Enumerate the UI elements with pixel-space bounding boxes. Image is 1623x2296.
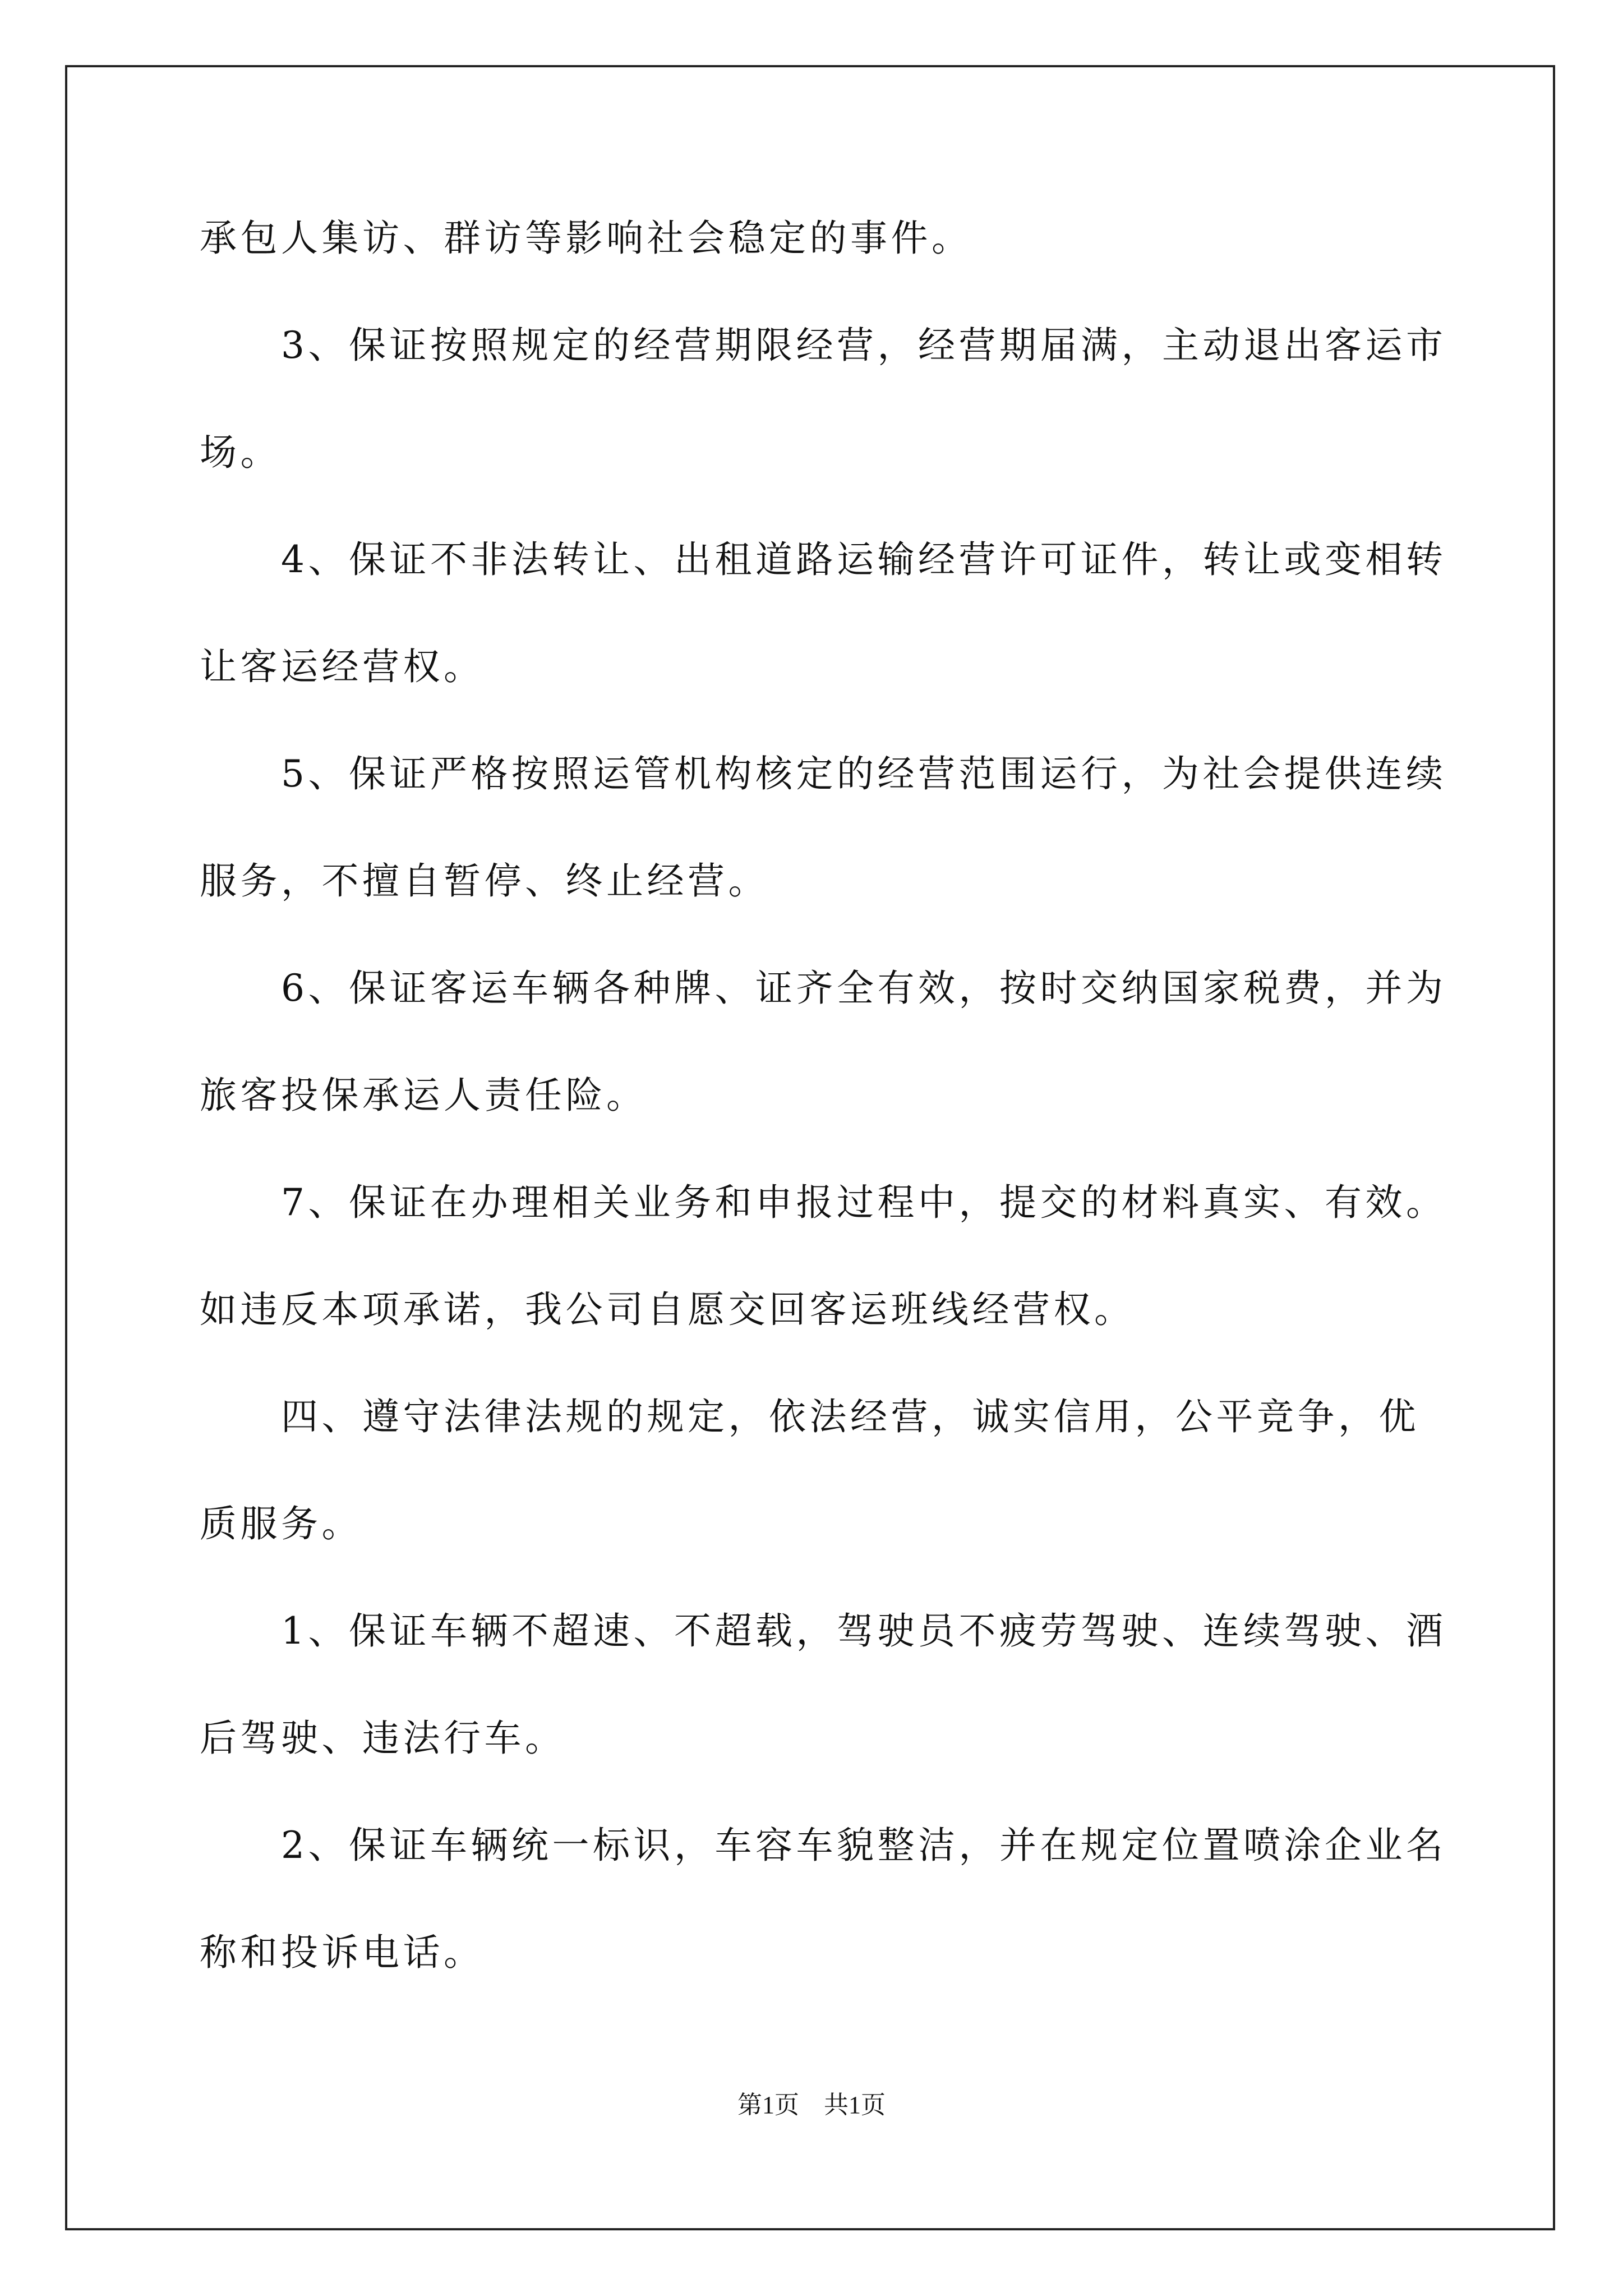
text-line: 承包人集访、群访等影响社会稳定的事件。 <box>200 217 972 260</box>
text-line: 7、保证在办理相关业务和申报过程中，提交的材料真实、有效。 <box>200 1181 1447 1224</box>
text-line: 服务，不擅自暂停、终止经营。 <box>200 859 769 903</box>
text-line: 场。 <box>200 431 281 474</box>
text-line: 后驾驶、违法行车。 <box>200 1717 566 1760</box>
text-line: 3、保证按照规定的经营期限经营，经营期届满，主动退出客运市 <box>200 324 1447 367</box>
text-line: 让客运经营权。 <box>200 645 485 688</box>
page-number-footer: 第1页 共1页 <box>737 2091 886 2119</box>
text-line: 2、保证车辆统一标识，车容车貌整洁，并在规定位置喷涂企业名 <box>200 1824 1447 1867</box>
text-line: 6、保证客运车辆各种牌、证齐全有效，按时交纳国家税费，并为 <box>200 967 1447 1010</box>
text-line: 1、保证车辆不超速、不超载，驾驶员不疲劳驾驶、连续驾驶、酒 <box>200 1609 1447 1653</box>
text-line: 4、保证不非法转让、出租道路运输经营许可证件，转让或变相转 <box>200 538 1447 581</box>
text-line: 5、保证严格按照运管机构核定的经营范围运行，为社会提供连续 <box>200 752 1447 795</box>
text-line: 四、遵守法律法规的规定，依法经营，诚实信用，公平竞争，优 <box>200 1395 1419 1438</box>
text-line: 旅客投保承运人责任险。 <box>200 1074 647 1117</box>
text-line: 称和投诉电话。 <box>200 1931 485 1974</box>
text-line: 质服务。 <box>200 1502 362 1545</box>
page-border <box>65 65 1555 2230</box>
text-line: 如违反本项承诺，我公司自愿交回客运班线经营权。 <box>200 1288 1135 1331</box>
